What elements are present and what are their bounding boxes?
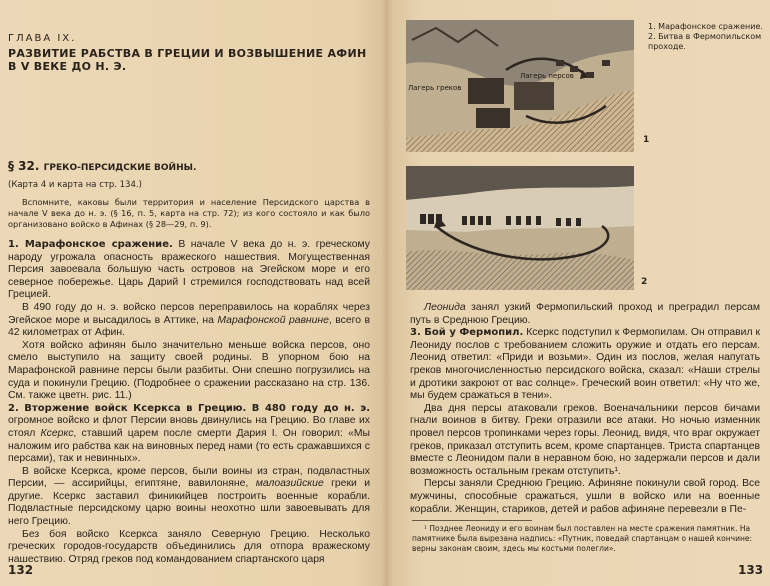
paragraph: Хотя войско афинян было значительно меньше войска персов, оно смело выступило на защиту своей родины. В упорном бою на Марафонской равнине персы были разбиты. Они спешно погрузились на суда и покинули Грецию. (Подробнее о сражении рассказано на стр. 136. См. также цветн. рис. 11.) bbox=[8, 339, 370, 402]
paragraph: В 490 году до н. э. войско персов переправилось на кораблях через Эгейское море и высадилось в Аттике, на Марафонской равнине, всего в 42 километрах от Афин. bbox=[8, 301, 370, 339]
chapter-title bbox=[8, 47, 368, 73]
paragraph: 1. Марафонское сражение. В начале V века до н. э. греческому народу угрожала опасность вражеского нашествия. Могущественная Персия завоевала большую часть островов на Эгейском море и его северное побережье. Царь Дарий I стремился господствовать над всей Грецией. bbox=[8, 239, 370, 301]
subheading-thermopylae: 3. Бой у Фермопил. bbox=[410, 327, 524, 339]
paragraph: Леонида занял узкий Фермопильский проход и преградил персам путь в Среднюю Грецию. bbox=[410, 302, 760, 326]
paragraph: 2. Вторжение войск Ксеркса в Грецию. В 480 году до н. э. огромное войско и флот Персии вновь двинулись на Грецию. Во главе их стоял Ксеркс, ставший царем после смерти Дария I. Он говорил: «Мы наложим иго рабства как на виновных перед нами (то есть сражавшихся с персами), так и невинных». bbox=[8, 402, 370, 465]
paragraph: Два дня персы атаковали греков. Военачальники персов бичами гнали воинов в битву. Греки отразили все атаки. Но ночью изменник провел персов тропинками через горы. Леонид, видя, что враг окружает греков, приказал отступить всем, кроме спартанцев. Триста спартанцев вместе с Леонидом пали в неравном бою, но задержали персов и дали возможность остальным грекам отступить¹. bbox=[410, 402, 760, 477]
greek-camp-label: Лагерь греков bbox=[408, 84, 462, 92]
footnote: ¹ Позднее Леониду и его воинам был поставлен на месте сражения памятник. На памятнике была вырезана надпись: «Путник, поведай спартанцам о нашей кончине: верны законам своим, здесь мы костьми полегли». bbox=[412, 524, 753, 553]
figure-number-2: 2 bbox=[641, 277, 648, 287]
left-body-text bbox=[8, 239, 370, 566]
chapter-label: ГЛАВА IX. bbox=[8, 33, 77, 44]
left-page bbox=[0, 0, 384, 586]
section-heading bbox=[8, 159, 196, 173]
marathon-battle-illustration bbox=[406, 20, 634, 152]
figure-caption: 1. Марафонское сражение. 2. Битва в Фермопильском проходе. bbox=[648, 22, 763, 51]
page-number-right: 133 bbox=[738, 563, 764, 577]
right-body-text bbox=[410, 302, 760, 516]
subheading-xerxes: 2. Вторжение войск Ксеркса в Грецию. В 480 году до н. э. bbox=[8, 402, 370, 414]
paragraph: 3. Бой у Фермопил. Ксеркс подступил к Фермопилам. Он отправил к Леониду послов с требованием сложить оружие и отдать его персам. Леонид ответил: «Приди и возьми». Один из послов, желая напугать греков многочисленностью персидского войска, сказал: «Наши стрелы и дротики закроют от вас солнце». Греческий воин ответил: «Ну что же, мы будем сражаться в тени». bbox=[410, 327, 760, 402]
chapter-title-line-1: РАЗВИТИЕ РАБСТВА В ГРЕЦИИ И ВОЗВЫШЕНИЕ АФИН bbox=[8, 47, 367, 60]
intro-questions: Вспомните, каковы были территория и население Персидского царства в начале V века до н. э. (§ 16, п. 5, карта на стр. 72); из кого состояло и как было организовано войско в Афинах (§ 28—29, п. 9). bbox=[8, 197, 370, 229]
subheading-marathon: 1. Марафонское сражение. bbox=[8, 239, 173, 250]
page-number-left: 132 bbox=[8, 563, 34, 577]
map-reference: (Карта 4 и карта на стр. 134.) bbox=[8, 180, 142, 190]
paragraph: Персы заняли Среднюю Грецию. Афиняне покинули свой город. Все мужчины, способные сражаться, ушли в войско или на военные корабли. Женщин, стариков, детей и рабов афиняне перевезли в Пе- bbox=[410, 478, 760, 515]
section-number: § 32. bbox=[8, 159, 40, 173]
paragraph: В войске Ксеркса, кроме персов, были воины из стран, подвластных Персии, — ассирийцы, египтяне, вавилоняне, малоазийские греки и другие. Ксеркс заставил финикийцев построить военные корабли. Подвластные персидскому царю воины неохотно шли завоевывать для него Грецию. bbox=[8, 465, 370, 528]
thermopylae-battle-illustration bbox=[406, 166, 634, 290]
paragraph: Без боя войско Ксеркса заняло Северную Грецию. Несколько греческих городов-государств объединились для отпора вражескому нашествию. Отряд греков под командованием спартанского царя bbox=[8, 528, 370, 565]
chapter-title-line-2: В V ВЕКЕ ДО Н. Э. bbox=[8, 60, 127, 73]
section-title: ГРЕКО-ПЕРСИДСКИЕ ВОЙНЫ. bbox=[43, 163, 197, 173]
footnote-rule bbox=[412, 520, 532, 521]
figure-number-1: 1 bbox=[643, 135, 650, 145]
persian-camp-label: Лагерь персов bbox=[520, 72, 574, 80]
